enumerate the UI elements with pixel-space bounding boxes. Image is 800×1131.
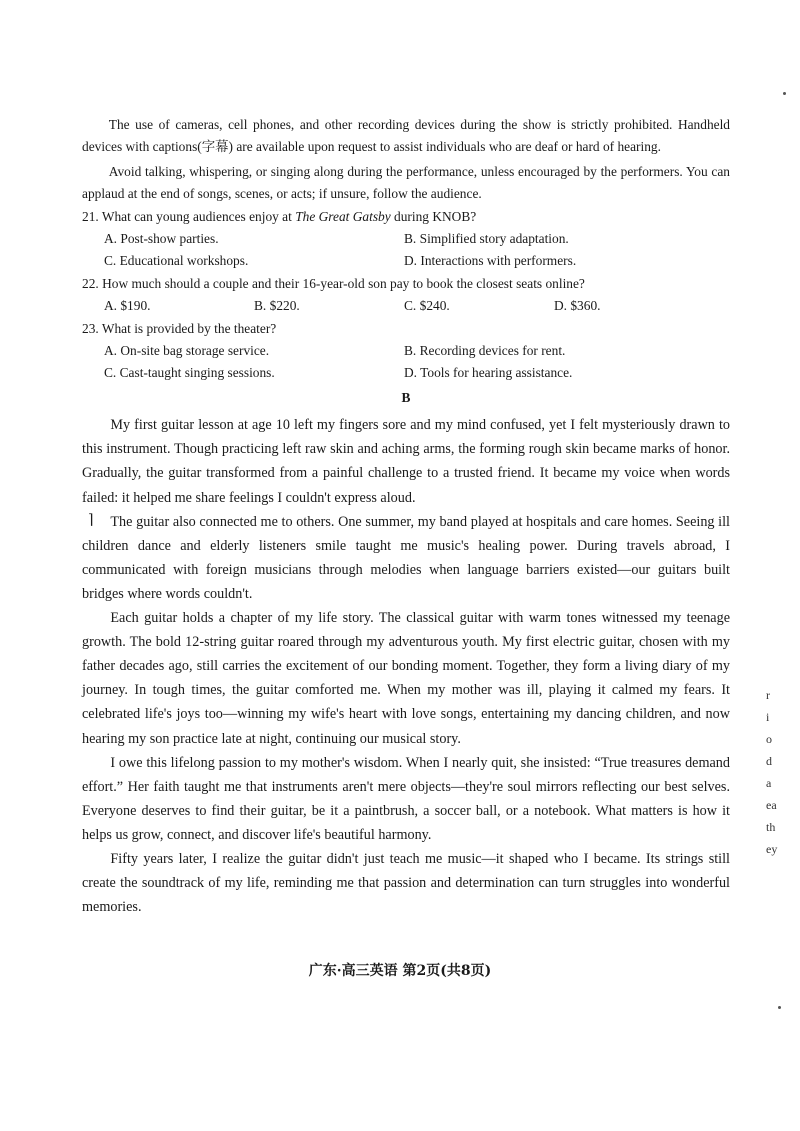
option-a: A. Post-show parties. (104, 231, 219, 247)
margin-fragment: d (766, 754, 772, 768)
option-a: A. $190. (104, 298, 151, 314)
passage-b (82, 413, 730, 919)
question-23-stem: 23. What is provided by the theater? (82, 320, 277, 336)
option-a: A. On-site bag storage service. (104, 343, 270, 359)
margin-fragment: a (766, 776, 772, 790)
passage-a-paragraph-1: The use of cameras, cell phones, and other recording devices during the show is strictly prohibited. Handheld devices with captions(字幕) are available upon request to assist individuals who are deaf or hard of hearing. (82, 117, 730, 155)
option-c: C. Cast-taught singing sessions. (104, 365, 275, 381)
scan-speck (778, 1006, 781, 1009)
option-b: B. Recording devices for rent. (404, 343, 566, 359)
option-c: C. $240. (404, 298, 450, 314)
option-b: B. $220. (254, 298, 300, 314)
question-22-stem: 22. How much should a couple and their 16-year-old son pay to book the closest seats online? (82, 275, 585, 291)
margin-bleed-through (766, 684, 796, 860)
option-c: C. Educational workshops. (104, 253, 249, 269)
question-21-stem-post: during KNOB? (390, 208, 477, 224)
section-b-heading: B (401, 389, 411, 405)
passage-b-paragraph-4: I owe this lifelong passion to my mother's wisdom. When I nearly quit, she insisted: “True treasures demand effort.” Her faith taught me that instruments aren't mere objects—they're soul mirrors reflecting our best selves. Everyone deserves to find their guitar, be it a paintbrush, a soccer ball, or a notebook. What matters is how it helps us grow, connect, and discover life's beautiful harmony. (82, 754, 730, 843)
passage-b-paragraph-3: Each guitar holds a chapter of my life story. The classical guitar with warm tones witnessed my teenage growth. The bold 12-string guitar roared through my adventurous youth. My first electric guitar, chosen with my father decades ago, still carries the excitement of our bonding moment. Together, they form a living diary of my journey. In tough times, the guitar comforted me. When my mother was ill, playing it calmed my fears. It celebrated life's joys too—winning my wife's heart with love songs, entertaining my dancing children, and now hearing my son practice late at night, continuing our musical story. (82, 610, 730, 747)
option-d: D. Interactions with performers. (404, 253, 577, 269)
question-22 (82, 273, 730, 318)
passage-b-paragraph-2: The guitar also connected me to others. One summer, my band played at hospitals and care homes. Seeing ill children dance and elderly listeners smile taught me music's healing power. During travels abroad, I communicated with foreign musicians through melodies when language barriers existed—our guitars built bridges where words couldn't. (82, 513, 730, 602)
question-21-stem (82, 206, 730, 228)
question-21-stem-title: The Great Gatsby (295, 208, 391, 224)
handwritten-mark: ⌉ (88, 513, 94, 528)
margin-fragment: r (766, 688, 770, 702)
passage-b-paragraph-5: Fifty years later, I realize the guitar didn't just teach me music—it shaped who I became. Its strings still create the soundtrack of my life, reminding me that passion and determination can turn struggles into wonderful memories. (82, 850, 730, 916)
question-21 (82, 206, 730, 273)
option-b: B. Simplified story adaptation. (404, 231, 569, 247)
margin-fragment: o (766, 732, 772, 746)
passage-b-paragraph-1: My first guitar lesson at age 10 left my fingers sore and my mind confused, yet I felt mysteriously drawn to this instrument. Though practicing left raw skin and aching arms, the forming rough skin became marks of honor. Gradually, the guitar transformed from a painful challenge to a trusted friend. It became my voice when words failed: it helped me share feelings I couldn't express aloud. (82, 417, 730, 506)
scan-speck (783, 92, 786, 95)
page-footer: 广东·高三英语 第2页(共8页) (308, 963, 492, 979)
passage-a-paragraph-2: Avoid talking, whispering, or singing along during the performance, unless encouraged by the performers. You can applaud at the end of songs, scenes, or acts; if unsure, follow the audience. (82, 163, 730, 202)
margin-fragment: ey (766, 842, 778, 856)
margin-fragment: ea (766, 798, 777, 812)
page-content (82, 114, 730, 919)
question-21-stem-pre: 21. What can young audiences enjoy at (82, 208, 296, 224)
question-22-options (82, 295, 730, 317)
margin-fragment: th (766, 820, 776, 834)
option-d: D. Tools for hearing assistance. (404, 365, 573, 381)
question-23 (82, 318, 730, 385)
question-23-options (82, 340, 730, 385)
question-21-options (82, 228, 730, 273)
margin-fragment: i (766, 710, 770, 724)
option-d: D. $360. (554, 298, 601, 314)
